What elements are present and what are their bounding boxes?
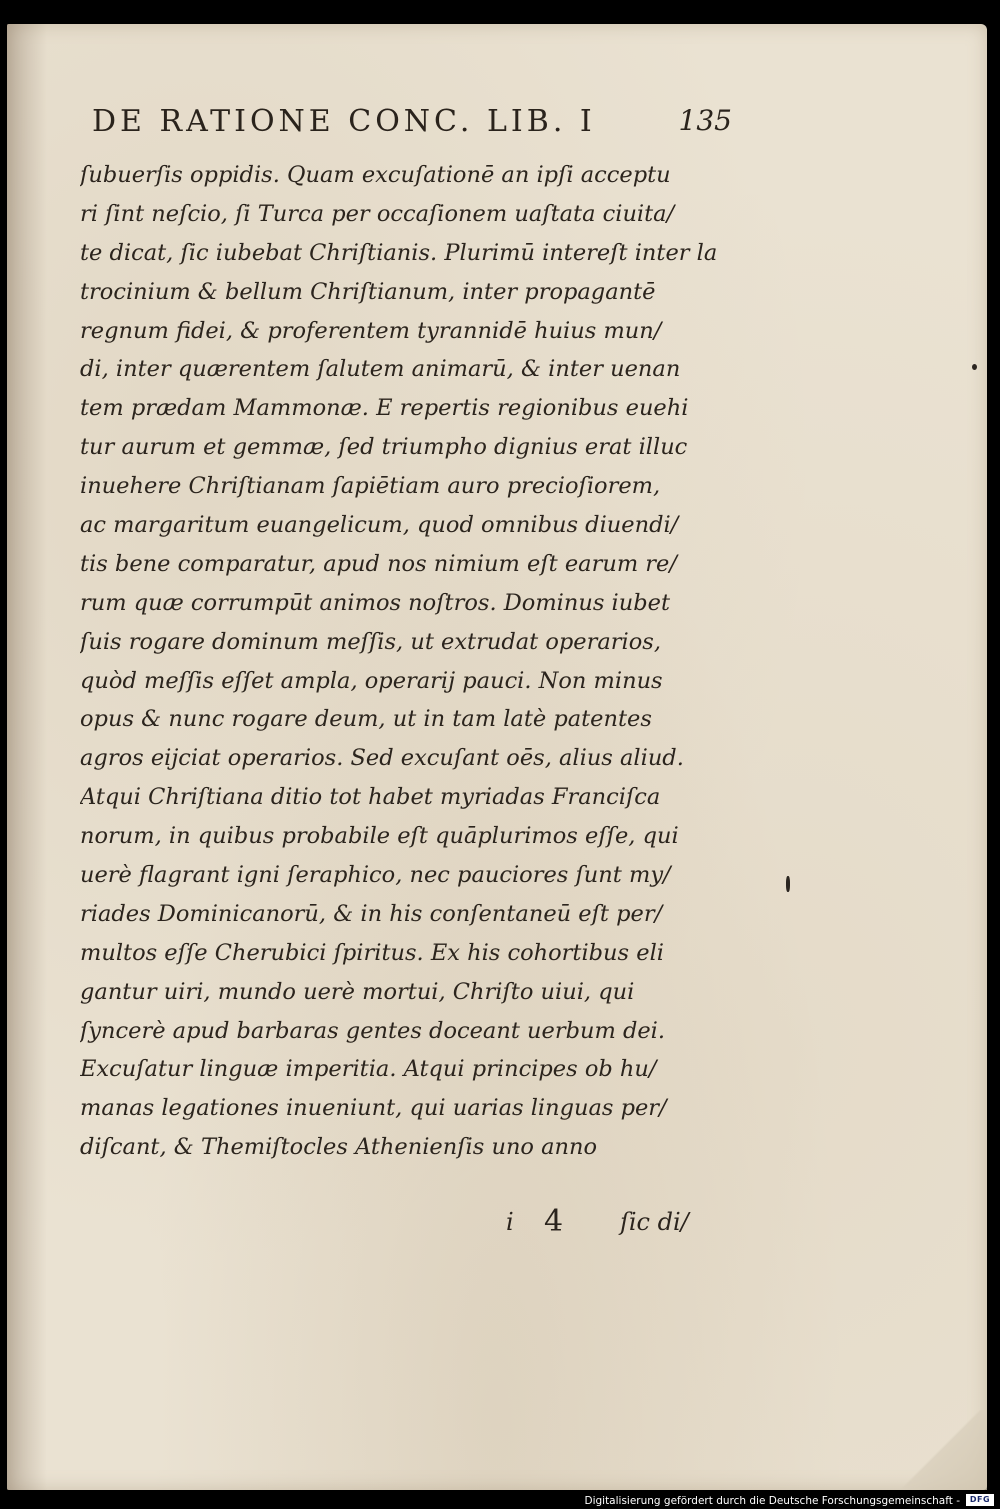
text-line: rum quæ corrumpūt animos noſtros. Dominus iubet xyxy=(80,589,670,616)
footer-bar xyxy=(0,1490,1000,1509)
ink-speck xyxy=(786,876,790,892)
running-head: DE RATIONE CONC. LIB. I xyxy=(92,104,596,139)
text-line: diſcant, & Themiſtocles Athenienſis uno anno xyxy=(80,1134,598,1161)
text-line: tur aurum et gemmæ, ſed triumpho dignius erat illuc xyxy=(80,434,688,461)
catchword: ſic di/ xyxy=(620,1208,689,1236)
text-line: ac margaritum euangelicum, quod omnibus diuendi/ xyxy=(80,512,679,539)
gutter-shadow xyxy=(7,24,47,1490)
text-line: regnum fidei, & proferentem tyrannidē huius mun/ xyxy=(80,317,662,344)
page-corner-fold xyxy=(897,1410,987,1490)
page-header xyxy=(92,100,732,148)
page-number: 135 xyxy=(678,104,732,137)
text-line: trocinium & bellum Chriſtianum, inter propagantē xyxy=(80,278,656,305)
digitization-credit: Digitalisierung gefördert durch die Deutsche Forschungsgemeinschaft - xyxy=(584,1495,960,1507)
ink-speck xyxy=(972,364,977,370)
text-line: manas legationes inueniunt, qui uarias linguas per/ xyxy=(80,1095,667,1122)
text-line: norum, in quibus probabile eſt quāplurimos eſſe, qui xyxy=(80,823,679,850)
text-line: gantur uiri, mundo uerè mortui, Chriſto uiui, qui xyxy=(80,978,635,1005)
text-line: Excuſatur linguæ imperitia. Atqui principes ob hu/ xyxy=(80,1056,657,1083)
text-line: multos eſſe Cherubici ſpiritus. Ex his cohortibus eli xyxy=(80,939,664,966)
text-line: tem prædam Mammonæ. E repertis regionibus euehi xyxy=(80,395,689,422)
text-line: Atqui Chriſtiana ditio tot habet myriadas Franciſca xyxy=(80,784,661,811)
signature-number: 4 xyxy=(544,1204,564,1239)
catchline xyxy=(500,1204,700,1244)
dfg-logo: DFG xyxy=(966,1494,994,1506)
text-line: ri ſint neſcio, ſi Turca per occaſionem uaſtata ciuita/ xyxy=(80,200,675,227)
text-line: inuehere Chriſtianam ſapiētiam auro precioſiorem, xyxy=(80,473,661,500)
body-text xyxy=(80,156,720,1167)
text-line: ſyncerè apud barbaras gentes doceant uerbum dei. xyxy=(80,1017,666,1044)
text-line: uerè flagrant igni ſeraphico, nec pauciores ſunt my/ xyxy=(80,862,671,889)
text-line: tis bene comparatur, apud nos nimium eſt earum re/ xyxy=(80,550,677,577)
signature-mark: i xyxy=(506,1208,514,1236)
text-line: agros eijciat operarios. Sed excuſant oēs, alius aliud. xyxy=(80,745,684,772)
text-line: ſuis rogare dominum meſſis, ut extrudat operarios, xyxy=(80,628,661,655)
text-line: opus & nunc rogare deum, ut in tam latè patentes xyxy=(80,706,652,733)
text-line: riades Dominicanorū, & in his conſentaneū eſt per/ xyxy=(80,900,663,927)
text-line: di, inter quærentem ſalutem animarū, & inter uenan xyxy=(80,356,681,383)
text-line: ſubuerſis oppidis. Quam excuſationē an ipſi acceptu xyxy=(80,162,671,188)
text-line: te dicat, ſic iubebat Chriſtianis. Plurimū intereſt inter la xyxy=(80,239,718,266)
text-line: quòd meſſis eſſet ampla, operarij pauci. Non minus xyxy=(80,667,663,694)
